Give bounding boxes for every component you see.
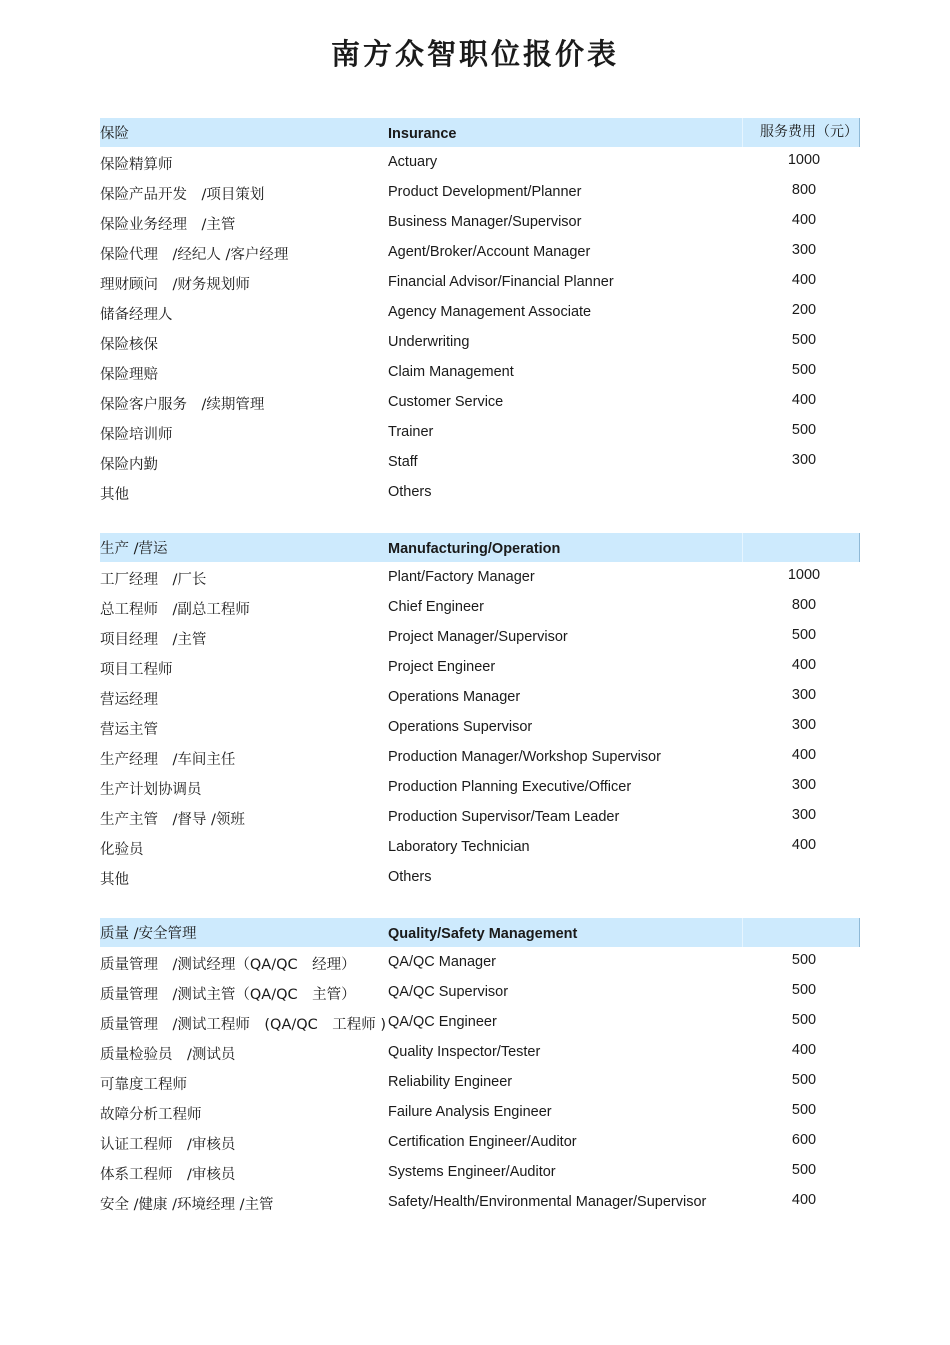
- service-fee: 500: [791, 1162, 817, 1178]
- position-name-en: Business Manager/Supervisor: [388, 214, 582, 230]
- position-name-cn: 其他: [100, 487, 129, 503]
- position-name-en: Financial Advisor/Financial Planner: [388, 274, 614, 290]
- position-name-cn: 生产经理 /车间主任: [100, 752, 236, 768]
- page-title: 南方众智职位报价表: [330, 37, 619, 71]
- service-fee: 300: [791, 687, 817, 703]
- header-border: [859, 118, 860, 147]
- table-row: [100, 802, 860, 832]
- service-fee: 500: [791, 952, 817, 968]
- position-name-en: Actuary: [388, 154, 438, 170]
- position-name-cn: 总工程师 /副总工程师: [100, 602, 250, 618]
- section-title-cn: 质量 /安全管理: [100, 926, 197, 942]
- service-fee: 300: [791, 717, 817, 733]
- position-name-en: Project Manager/Supervisor: [388, 629, 568, 645]
- position-name-en: Safety/Health/Environmental Manager/Supervisor: [388, 1194, 707, 1210]
- service-fee: 400: [791, 272, 817, 288]
- position-name-en: Trainer: [388, 424, 434, 440]
- table-row: [100, 1157, 860, 1187]
- position-name-en: Chief Engineer: [388, 599, 484, 615]
- position-name-en: Others: [388, 484, 432, 500]
- position-name-en: Underwriting: [388, 334, 470, 350]
- position-name-cn: 质量检验员 /测试员: [100, 1047, 236, 1063]
- section-title-en: Quality/Safety Management: [388, 926, 578, 942]
- service-fee: 500: [791, 1102, 817, 1118]
- table-row: [100, 327, 860, 357]
- position-name-cn: 保险产品开发 /项目策划: [100, 187, 265, 203]
- table-row: [100, 682, 860, 712]
- position-name-en: QA/QC Engineer: [388, 1014, 497, 1030]
- position-name-cn: 可靠度工程师: [100, 1077, 187, 1093]
- position-name-en: Failure Analysis Engineer: [388, 1104, 552, 1120]
- position-name-cn: 认证工程师 /审核员: [100, 1137, 236, 1153]
- service-fee: 500: [791, 332, 817, 348]
- table-row: [100, 622, 860, 652]
- service-fee: 800: [791, 597, 817, 613]
- section-title-cn: 保险: [100, 126, 129, 142]
- table-row: [100, 652, 860, 682]
- position-name-en: Laboratory Technician: [388, 839, 530, 855]
- service-fee: 500: [791, 422, 817, 438]
- table-row: [100, 562, 860, 592]
- section-header: [100, 918, 860, 947]
- position-name-cn: 保险代理 /经纪人 /客户经理: [100, 247, 289, 263]
- table-row: [100, 147, 860, 177]
- table-row: [100, 357, 860, 387]
- position-name-en: Customer Service: [388, 394, 504, 410]
- table-section: [100, 118, 860, 507]
- position-name-cn: 保险理赔: [100, 367, 158, 383]
- table-row: [100, 297, 860, 327]
- service-fee: 400: [791, 747, 817, 763]
- position-name-cn: 保险培训师: [100, 427, 173, 443]
- table-row: [100, 207, 860, 237]
- position-name-cn: 体系工程师 /审核员: [100, 1167, 236, 1183]
- table-row: [100, 772, 860, 802]
- position-name-en: Certification Engineer/Auditor: [388, 1134, 577, 1150]
- section-title-cn: 生产 /营运: [100, 541, 168, 557]
- table-row: [100, 742, 860, 772]
- position-name-cn: 保险客户服务 /续期管理: [100, 397, 265, 413]
- service-fee: 400: [791, 657, 817, 673]
- service-fee: 400: [791, 837, 817, 853]
- position-name-cn: 项目工程师: [100, 662, 173, 678]
- position-name-cn: 其他: [100, 872, 129, 888]
- table-row: [100, 477, 860, 507]
- service-fee: 500: [791, 1072, 817, 1088]
- table-row: [100, 237, 860, 267]
- position-name-cn: 安全 /健康 /环境经理 /主管: [100, 1197, 274, 1213]
- position-name-cn: 保险内勤: [100, 457, 158, 473]
- service-fee: 400: [791, 1192, 817, 1208]
- position-name-cn: 生产主管 /督导 /领班: [100, 812, 245, 828]
- section-header: [100, 118, 860, 147]
- service-fee: 500: [791, 1012, 817, 1028]
- position-name-cn: 质量管理 /测试经理（QA/QC 经理）: [100, 957, 356, 973]
- service-fee: 1000: [787, 152, 821, 168]
- position-name-en: Systems Engineer/Auditor: [388, 1164, 556, 1180]
- service-fee: 300: [791, 807, 817, 823]
- position-name-cn: 生产计划协调员: [100, 782, 202, 798]
- position-name-en: Agent/Broker/Account Manager: [388, 244, 591, 260]
- position-name-cn: 营运主管: [100, 722, 158, 738]
- service-fee: 400: [791, 1042, 817, 1058]
- table-row: [100, 1127, 860, 1157]
- position-name-en: Plant/Factory Manager: [388, 569, 535, 585]
- service-fee: 500: [791, 982, 817, 998]
- service-fee: 400: [791, 212, 817, 228]
- position-name-en: Others: [388, 869, 432, 885]
- section-title-en: Insurance: [388, 126, 457, 142]
- table-row: [100, 447, 860, 477]
- position-name-en: Quality Inspector/Tester: [388, 1044, 541, 1060]
- position-name-cn: 工厂经理 /厂长: [100, 572, 207, 588]
- table-row: [100, 832, 860, 862]
- section-header: [100, 533, 860, 562]
- service-fee: 1000: [787, 567, 821, 583]
- table-row: [100, 947, 860, 977]
- position-name-en: Reliability Engineer: [388, 1074, 513, 1090]
- table-row: [100, 1037, 860, 1067]
- header-border: [859, 533, 860, 562]
- position-name-en: Operations Supervisor: [388, 719, 533, 735]
- position-name-en: Production Supervisor/Team Leader: [388, 809, 620, 825]
- table-row: [100, 417, 860, 447]
- position-name-en: Operations Manager: [388, 689, 521, 705]
- position-name-en: Agency Management Associate: [388, 304, 592, 320]
- table-row: [100, 1007, 860, 1037]
- table-row: [100, 1067, 860, 1097]
- position-name-en: QA/QC Manager: [388, 954, 496, 970]
- table-row: [100, 712, 860, 742]
- header-divider: [742, 918, 743, 947]
- section-title-en: Manufacturing/Operation: [388, 541, 561, 557]
- service-fee: 500: [791, 627, 817, 643]
- service-fee: 300: [791, 777, 817, 793]
- table-row: [100, 1097, 860, 1127]
- position-name-en: Staff: [388, 454, 418, 470]
- position-name-en: Product Development/Planner: [388, 184, 582, 200]
- header-border: [859, 918, 860, 947]
- position-name-en: QA/QC Supervisor: [388, 984, 509, 1000]
- table-section: [100, 918, 860, 1217]
- position-name-cn: 保险核保: [100, 337, 158, 353]
- service-fee: 600: [791, 1132, 817, 1148]
- position-name-cn: 项目经理 /主管: [100, 632, 207, 648]
- service-fee: 500: [791, 362, 817, 378]
- service-fee: 300: [791, 242, 817, 258]
- table-row: [100, 592, 860, 622]
- position-name-en: Production Manager/Workshop Supervisor: [388, 749, 661, 765]
- position-name-cn: 质量管理 /测试主管（QA/QC 主管）: [100, 987, 356, 1003]
- service-fee: 800: [791, 182, 817, 198]
- position-name-cn: 储备经理人: [100, 307, 173, 323]
- fee-column-header: 服务费用（元）: [760, 124, 858, 140]
- position-name-cn: 保险业务经理 /主管: [100, 217, 236, 233]
- table-row: [100, 177, 860, 207]
- header-divider: [742, 533, 743, 562]
- position-name-cn: 化验员: [100, 842, 144, 858]
- position-name-cn: 故障分析工程师: [100, 1107, 202, 1123]
- price-table: [100, 118, 860, 1243]
- position-name-cn: 理财顾问 /财务规划师: [100, 277, 250, 293]
- position-name-cn: 营运经理: [100, 692, 158, 708]
- table-row: [100, 267, 860, 297]
- table-section: [100, 533, 860, 892]
- position-name-cn: 保险精算师: [100, 157, 173, 173]
- table-row: [100, 977, 860, 1007]
- service-fee: 400: [791, 392, 817, 408]
- table-row: [100, 387, 860, 417]
- service-fee: 200: [791, 302, 817, 318]
- table-row: [100, 1187, 860, 1217]
- position-name-cn: 质量管理 /测试工程师 (QA/QC 工程师 ): [100, 1017, 387, 1033]
- table-row: [100, 862, 860, 892]
- position-name-en: Claim Management: [388, 364, 514, 380]
- service-fee: 300: [791, 452, 817, 468]
- position-name-en: Project Engineer: [388, 659, 496, 675]
- position-name-en: Production Planning Executive/Officer: [388, 779, 632, 795]
